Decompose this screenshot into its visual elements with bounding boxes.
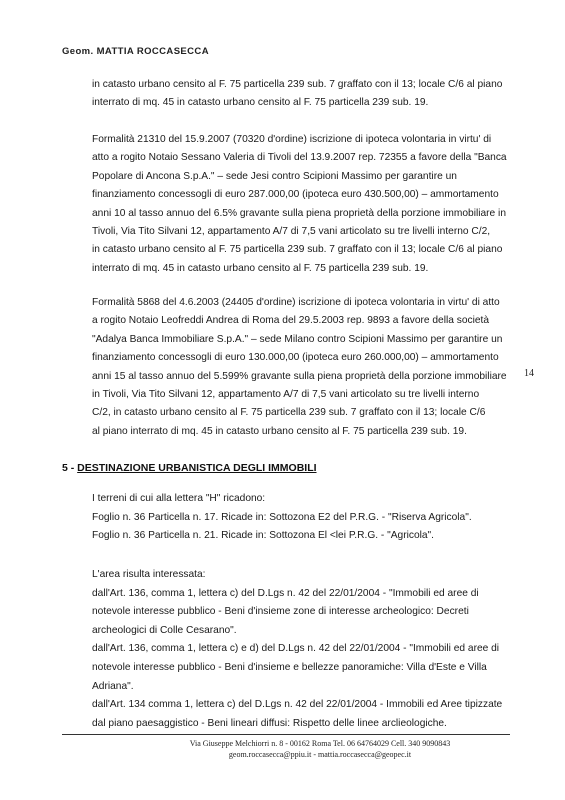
- text-line: Adriana".: [92, 680, 134, 692]
- text-line: interrato di mq. 45 in catasto urbano censito al F. 75 particella 239 sub. 19.: [92, 262, 429, 274]
- text-line: dall'Art. 136, comma 1, lettera c) e d) del D.Lgs n. 42 del 22/01/2004 - "Immobili ed aree di: [92, 643, 500, 655]
- text-line: archeologici di Colle Cesarano".: [92, 624, 237, 636]
- text-line: a rogito Notaio Leofreddi Andrea di Roma del 29.5.2003 rep. 9893 a favore della società: [92, 315, 490, 327]
- section-heading: DESTINAZIONE URBANISTICA DEGLI IMMOBILI: [77, 462, 317, 474]
- text-line: dall'Art. 134 comma 1, lettera c) del D.Lgs n. 42 del 22/01/2004 - Immobili ed Aree tipizzate: [92, 699, 503, 711]
- text-line: C/2, in catasto urbano censito al F. 75 particella 239 sub. 7 graffato con il 13; locale C/6: [92, 407, 486, 419]
- text-line: I terreni di cui alla lettera "H" ricadono:: [92, 493, 266, 504]
- text-line: notevole interesse pubblico - Beni d'insieme zone di interesse archeologico: Decreti: [92, 606, 469, 618]
- footer-email: geom.roccasecca@ppiu.it - mattia.roccasecca@geopec.it: [228, 749, 412, 759]
- page-footer: [160, 739, 480, 760]
- footer-address: Via Giuseppe Melchiorri n. 8 - 00162 Roma Tel. 06 64764029 Cell. 340 9090843: [189, 739, 451, 748]
- section-title: [62, 462, 317, 474]
- text-line: Tivoli, Via Tito Silvani 12, appartamento A/7 di 7,5 vani articolato su tre livelli interno C/2,: [92, 226, 491, 238]
- paragraph-formalita-21310: [92, 131, 507, 278]
- text-line: finanziamento concessogli di euro 130.000,00 (ipoteca euro 260.000,00) – ammortamento: [92, 352, 499, 364]
- text-line: Formalità 5868 del 4.6.2003 (24405 d'ordine) iscrizione di ipoteca volontaria in virtu' di atto: [92, 297, 500, 308]
- text-line: dall'Art. 136, comma 1, lettera c) del D.Lgs n. 42 del 22/01/2004 - "Immobili ed aree di: [92, 587, 479, 599]
- page-number: 14: [524, 368, 534, 379]
- text-line: in catasto urbano censito al F. 75 particella 239 sub. 7 graffato con il 13; locale C/6 al piano: [92, 244, 503, 256]
- section-number: 5 -: [62, 462, 78, 474]
- text-line: Foglio n. 36 Particella n. 17. Ricade in: Sottozona E2 del P.R.G. - "Riserva Agricola".: [92, 511, 472, 523]
- text-line: Formalità 21310 del 15.9.2007 (70320 d'ordine) iscrizione di ipoteca volontaria in virtu' di: [92, 134, 492, 145]
- section-terreni: [92, 490, 522, 546]
- text-line: anni 15 al tasso annuo del 5.599% gravante sulla piena proprietà della porzione immobiliare: [92, 370, 507, 382]
- text-line: in catasto urbano censito al F. 75 particella 239 sub. 7 graffato con il 13; locale C/6 al piano: [92, 79, 503, 90]
- text-line: Foglio n. 36 Particella n. 21. Ricade in: Sottozona El <lei P.R.G. - "Agricola".: [92, 530, 434, 542]
- paragraph-continuation: [92, 76, 503, 113]
- text-line: in Tivoli, Via Tito Silvani 12, appartamento A/7 di 7,5 vani articolato su tre livelli interno: [92, 389, 480, 401]
- text-line: al piano interrato di mq. 45 in catasto urbano censito al F. 75 particella 239 sub. 19.: [92, 425, 467, 437]
- page-header: Geom. MATTIA ROCCASECCA: [62, 46, 209, 57]
- text-line: Popolare di Ancona S.p.A." – sede Jesi contro Scipioni Massimo per garantire un: [92, 170, 457, 182]
- text-line: notevole interesse pubblico - Beni d'insieme e bellezze panoramiche: Villa d'Este e Villa: [92, 661, 487, 673]
- footer-divider: [62, 734, 510, 735]
- text-line: "Adalya Banca Immobiliare S.p.A." – sede Milano contro Scipioni Massimo per garantire un: [92, 333, 503, 345]
- text-line: anni 10 al tasso annuo del 6.5% gravante sulla piena proprietà della porzione immobiliare in: [92, 207, 506, 219]
- paragraph-formalita-5868: [92, 294, 507, 441]
- text-line: dal piano paesaggistico - Beni lineari diffusi: Rispetto delle linee arclieologiche.: [92, 717, 447, 729]
- text-line: finanziamento concessogli di euro 287.000,00 (ipoteca euro 430.500,00) – ammortamento: [92, 189, 499, 201]
- text-line: atto a rogito Notaio Sessano Valeria di Tivoli del 13.9.2007 rep. 72355 a favore della "Banca: [92, 152, 507, 164]
- section-area-interessata: [92, 566, 522, 733]
- text-line: L'area risulta interessata:: [92, 569, 206, 580]
- text-line: interrato di mq. 45 in catasto urbano censito al F. 75 particella 239 sub. 19.: [92, 97, 429, 109]
